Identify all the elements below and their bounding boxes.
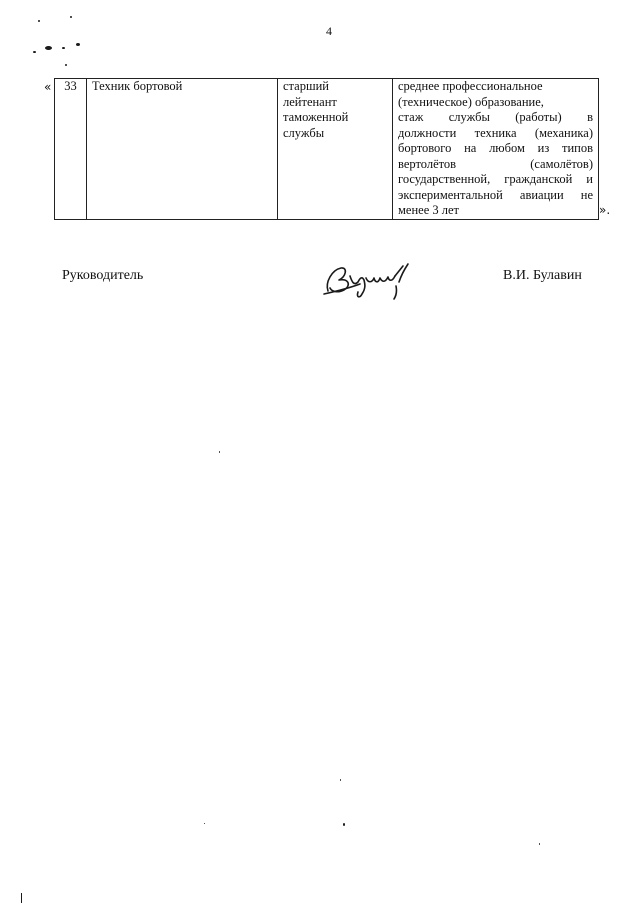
requirement-line: менее 3 лет xyxy=(398,203,459,217)
scan-speck xyxy=(204,823,205,824)
requirement-line: государственной, гражданской и xyxy=(398,172,593,186)
scan-speck xyxy=(340,779,341,781)
rank-line: службы xyxy=(283,125,325,140)
rank-line: таможенной xyxy=(283,110,349,124)
scan-speck xyxy=(21,893,22,903)
signatory-name: В.И. Булавин xyxy=(503,268,582,283)
scan-speck xyxy=(65,64,67,66)
scan-speck xyxy=(76,43,80,46)
scan-speck xyxy=(70,16,72,18)
rank-line: лейтенант xyxy=(283,94,337,109)
rank-line: старший xyxy=(283,79,329,93)
requirement-line: (техническое) образование, xyxy=(398,94,544,109)
scan-speck xyxy=(45,46,52,50)
handwritten-signature-icon xyxy=(322,258,418,300)
scan-speck xyxy=(33,51,36,53)
special-rank xyxy=(278,79,393,220)
scan-speck xyxy=(38,20,40,22)
requirement-line: среднее профессиональное xyxy=(398,79,543,93)
requirement-line: стаж службы (работы) в xyxy=(398,110,593,124)
requirement-line: вертолётов (самолётов) xyxy=(398,156,593,171)
page-number: 4 xyxy=(326,24,332,38)
scan-speck xyxy=(539,843,540,845)
scan-speck xyxy=(219,451,220,453)
quote-mark-close: ». xyxy=(599,203,611,217)
signatory-role: Руководитель xyxy=(62,268,144,283)
requirement-line: должности техника (механика) xyxy=(398,125,593,140)
staff-table xyxy=(54,78,599,220)
requirement-line: бортового на любом из типов xyxy=(398,141,593,155)
row-number: 33 xyxy=(55,79,87,220)
requirement-line: экспериментальной авиации не xyxy=(398,187,593,202)
qualification-requirements xyxy=(393,79,599,220)
quote-mark-open: « xyxy=(44,80,52,94)
table-row xyxy=(55,79,599,220)
scan-speck xyxy=(343,823,345,826)
position-title: Техник бортовой xyxy=(87,79,278,220)
scan-speck xyxy=(62,47,65,49)
